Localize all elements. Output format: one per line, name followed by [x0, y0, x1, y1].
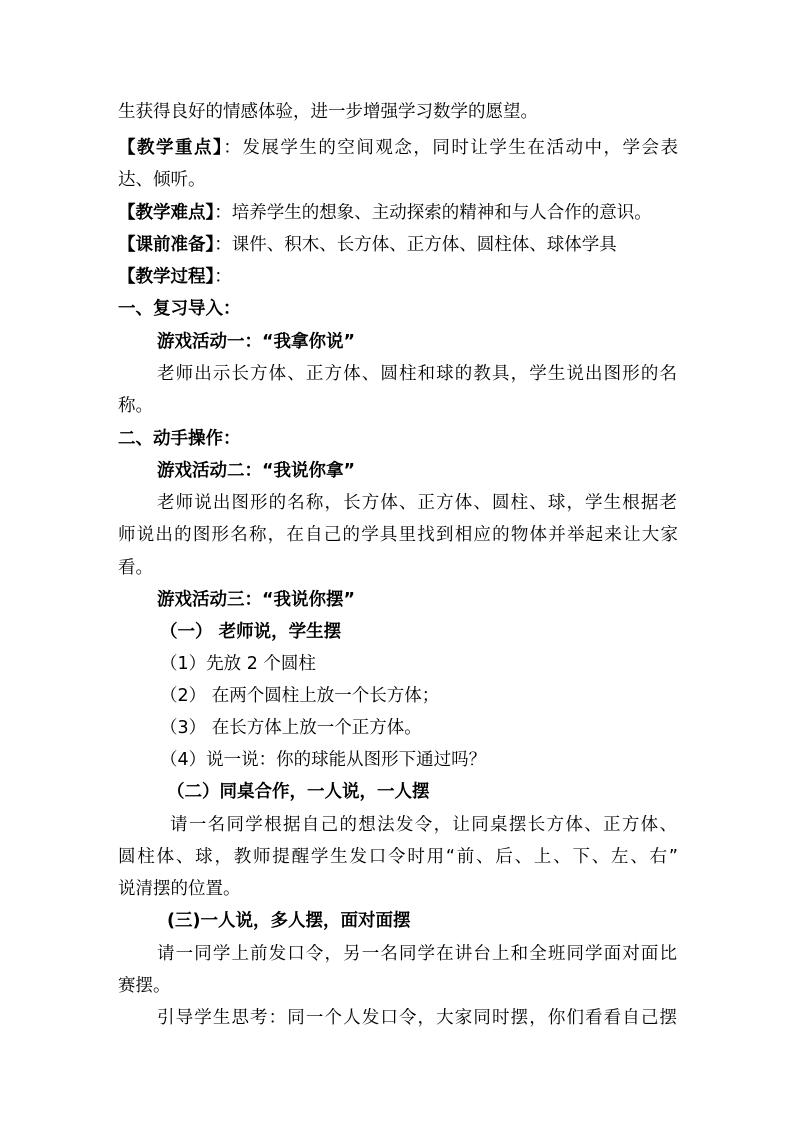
activity-heading: 游戏活动二：“我说你拿” [157, 461, 356, 481]
section-label: 【教学重点】 [118, 138, 224, 158]
paragraph-line: 请一名同学根据自己的想法发令，让同桌摆长方体、正方体、 [170, 815, 677, 835]
subsection-heading: （一） 老师说，学生摆 [160, 622, 342, 642]
paragraph-line: 师说出的图形名称，在自己的学具里找到相应的物体并举起来让大家 [118, 525, 678, 545]
preparation-line [118, 233, 678, 257]
subsection-heading: (三)一人说，多人摆，面对面摆 [167, 911, 411, 931]
section-label: 【教学难点】 [118, 203, 215, 223]
step-item: （2） 在两个圆柱上放一个长方体； [160, 686, 440, 706]
activity-heading: 游戏活动三：“我说你摆” [157, 590, 356, 610]
teaching-focus-line [118, 136, 678, 160]
activity-heading: 游戏活动一：“我拿你说” [157, 332, 356, 352]
section-text: ：课件、积木、长方体、正方体、圆柱体、球体学具 [214, 235, 617, 255]
teaching-difficulty-line [118, 201, 678, 225]
step-item: （4）说一说：你的球能从图形下通过吗？ [160, 750, 487, 770]
section-heading: 二、动手操作： [118, 429, 241, 449]
section-text: ：发展学生的空间观念，同时让学生在活动中，学会表 [223, 138, 679, 158]
section-text: ：培养学生的想象、主动探索的精神和与人合作的意识。 [214, 203, 652, 223]
paragraph-line: 老师说出图形的名称，长方体、正方体、圆柱、球，学生根据老 [157, 493, 677, 513]
section-label: 【教学过程】 [118, 267, 215, 287]
paragraph-line: 赛摆。 [118, 976, 171, 996]
teaching-process-line [118, 265, 678, 289]
paragraph-line: 看。 [118, 558, 153, 578]
section-label: 【课前准备】 [118, 235, 215, 255]
step-item: （3） 在长方体上放一个正方体。 [160, 718, 422, 738]
paragraph-line: 生获得良好的情感体验，进一步增强学习数学的愿望。 [118, 102, 538, 122]
section-heading: 一、复习导入： [118, 299, 241, 319]
step-item: （1）先放 2 个圆柱 [160, 654, 316, 674]
paragraph-line: 老师出示长方体、正方体、圆柱和球的教具，学生说出图形的名 [157, 364, 677, 384]
paragraph-line: 说清摆的位置。 [118, 879, 241, 899]
paragraph-line: 请一同学上前发口令，另一名同学在讲台上和全班同学面对面比 [157, 944, 677, 964]
paragraph-line: 引导学生思考：同一个人发口令，大家同时摆，你们看看自己摆 [157, 1008, 677, 1028]
section-text: ： [214, 267, 232, 287]
paragraph-line: 称。 [118, 396, 153, 416]
subsection-heading: （二）同桌合作，一人说，一人摆 [167, 782, 430, 802]
paragraph-line: 圆柱体、球，教师提醒学生发口令时用“前、后、上、下、左、右” [118, 847, 678, 867]
paragraph-line: 达、倾听。 [118, 170, 206, 190]
